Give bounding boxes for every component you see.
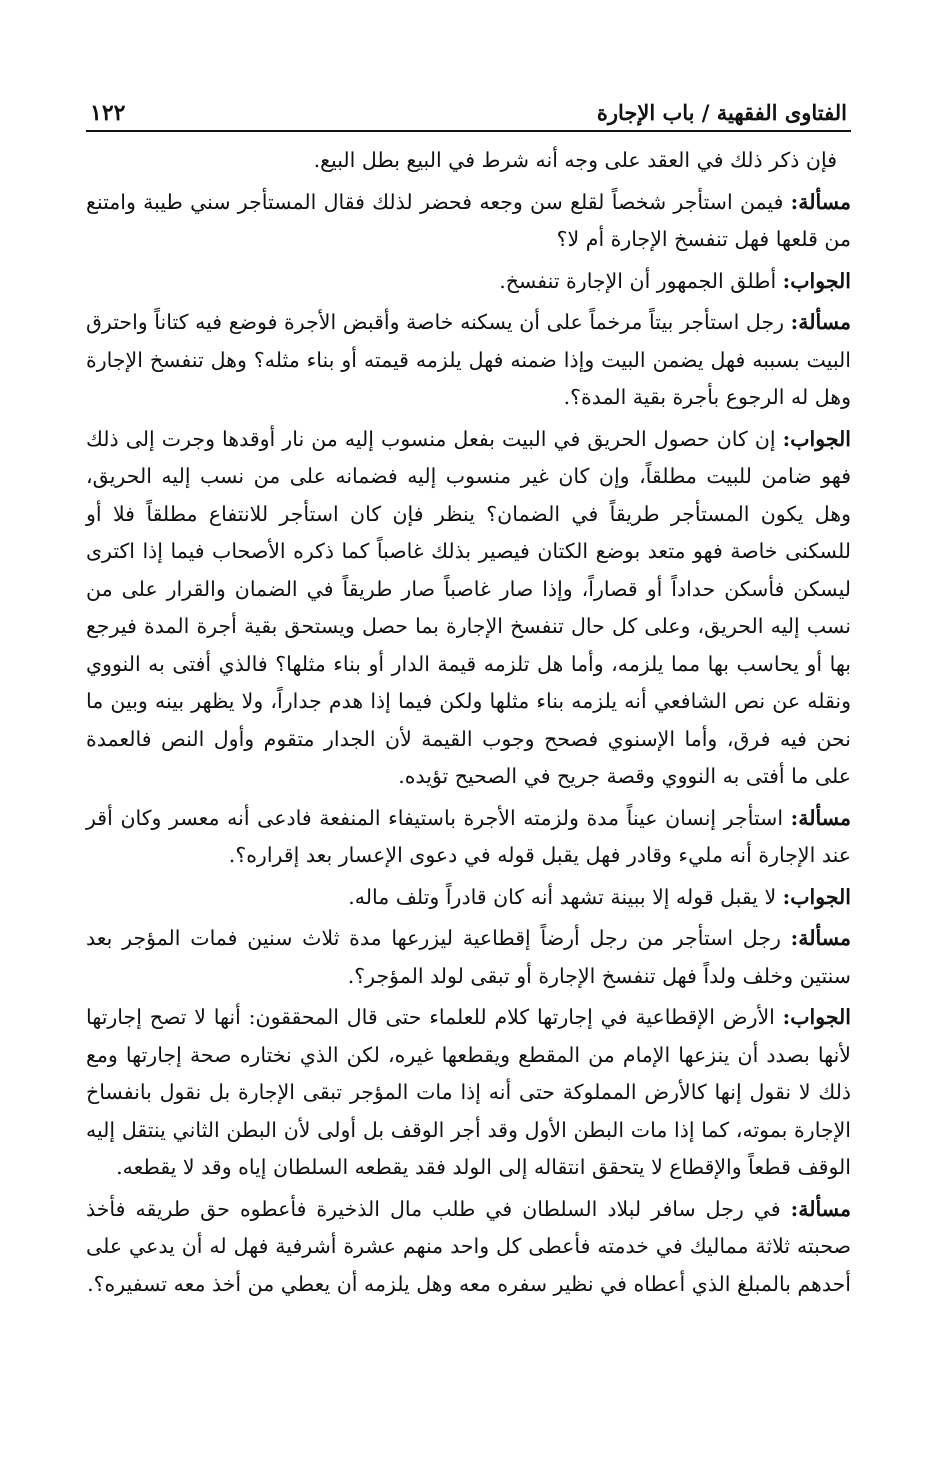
page-body [86,142,851,1303]
answer-paragraph [86,999,851,1187]
running-title: الفتاوى الفقهية / باب الإجارة [596,100,847,125]
answer-label: الجواب: [782,268,851,293]
question-label: مسألة: [790,189,851,214]
paragraph-text: فإن ذكر ذلك في العقد على وجه أنه شرط في البيع بطل البيع. [313,148,837,172]
paragraph-text: رجل استأجر بيتاً مرخماً على أن يسكنه خاصة وأقبض الأجرة فوضع فيه كتاناً واحترق البيت بسببه فهل يضمن البيت وإذا ضمنه فهل يلزمه قيمته أو بناء مثله؟ وهل تنفسخ الإجارة وهل له الرجوع بأجرة بقية المدة؟. [86,310,851,409]
answer-label: الجواب: [782,884,851,909]
answer-label: الجواب: [782,426,851,451]
question-label: مسألة: [790,926,851,950]
question-paragraph [86,920,851,995]
book-page [86,100,851,1307]
running-header [86,100,851,132]
question-paragraph [86,800,851,875]
paragraph-text: الأرض الإقطاعية في إجارتها كلام للعلماء حتى قال المحققون: أنها لا تصح إجارتها لأنها بصدد أن ينزعها الإمام من المقطع ويقطعها غيره، لكن الذي نختاره صحة إجارتها ومع ذلك لا نقول إنها كالأرض المملوكة حتى أنه إذا مات المؤجر تبقى الإجارة بل نقول بانفساخ الإجارة بموته، كما إذا مات البطن الأول وقد أجر الوقف بل أولى لأن البطن الثاني ينتقل إليه الوقف قطعاً والإقطاع لا يتحقق انتقاله إلى الولد فقد يقطعه السلطان إياه وقد لا يقطعه. [86,1005,851,1179]
paragraph-text: في رجل سافر لبلاد السلطان في طلب مال الذخيرة فأعطوه حق طريقه فأخذ صحبته ثلاثة مماليك في خدمته فأعطى كل واحد منهم عشرة أشرفية فهل له أن يدعي على أحدهم بالمبلغ الذي أعطاه في نظير سفره معه وهل يلزمه أن يعطي من أخذ معه تسفيره؟. [86,1196,851,1296]
answer-paragraph [86,879,851,917]
question-label: مسألة: [790,1196,851,1221]
question-label: مسألة: [790,805,851,830]
answer-paragraph [86,421,851,796]
paragraph-text: استأجر إنسان عيناً مدة ولزمته الأجرة باستيفاء المنفعة فادعى أنه معسر وكان أقر عند الإجارة أنه مليء وقادر فهل يقبل قوله في دعوى الإعسار بعد إقراره؟. [86,805,851,867]
answer-label: الجواب: [782,1005,851,1029]
paragraph-text: إن كان حصول الحريق في البيت بفعل منسوب إليه من نار أوقدها وجرت إلى ذلك فهو ضامن للبيت مطلقاً، وإن كان غير منسوب إليه فضمانه على من نسب إليه الحريق، وهل يكون المستأجر طريقاً في الضمان؟ ينظر فإن كان استأجر للانتفاع مطلقاً فلا أو للسكنى خاصة فهو متعد بوضع الكتان فيصير بذلك غاصباً كما ذكره الأصحاب فيما إذا اكترى ليسكن فأسكن حداداً أو قصاراً، وإذا صار غاصباً صار طريقاً في الضمان والقرار على من نسب إليه الحريق، وعلى كل حال تنفسخ الإجارة بما حصل ويستحق بقية أجرة المدة فيرجع بها أو يحاسب بها مما يلزمه، وأما هل تلزمه قيمة الدار أو بناء مثلها؟ فالذي أفتى به النووي ونقله عن نص الشافعي أنه يلزمه بناء مثلها ولكن فيما إذا هدم جداراً، ولا يظهر بينه وبين ما نحن فيه فرق، وأما الإسنوي فصحح وجوب القيمة لأن الجدار متقوم وأول النص فالعمدة على ما أفتى به النووي وقصة جريح في الصحيح تؤيده. [86,426,851,788]
answer-paragraph [86,263,851,301]
paragraph-text: أطلق الجمهور أن الإجارة تنفسخ. [499,268,783,293]
question-paragraph [86,304,851,417]
question-paragraph [86,184,851,259]
page-number: ١٢٢ [90,100,126,126]
paragraph-text: فيمن استأجر شخصاً لقلع سن وجعه فحضر لذلك فقال المستأجر سني طيبة وامتنع من قلعها فهل تنفسخ الإجارة أم لا؟ [86,189,851,251]
question-label: مسألة: [790,310,851,334]
paragraph-text: رجل استأجر من رجل أرضاً إقطاعية ليزرعها مدة ثلاث سنين فمات المؤجر بعد سنتين وخلف ولداً فهل تنفسخ الإجارة أو تبقى لولد المؤجر؟. [86,926,851,988]
paragraph-text: لا يقبل قوله إلا ببينة تشهد أنه كان قادراً وتلف ماله. [348,884,783,909]
paragraph-continuation [86,142,851,180]
question-paragraph [86,1191,851,1304]
